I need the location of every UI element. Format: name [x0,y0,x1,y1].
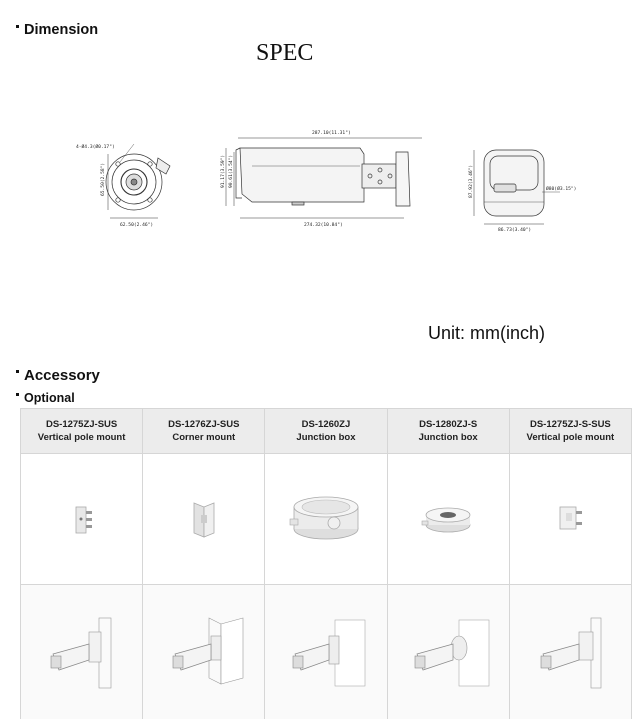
accessory-header-cell [143,409,265,454]
pole-mount-s-image [550,501,590,537]
rear-light-window [494,184,516,192]
accessory-header-cell [509,409,631,454]
unit-label: Unit: mm(inch) [428,323,546,343]
accessory-photo-cell [21,454,143,585]
rear-view-drawing [462,140,586,236]
spec-title: SPEC [256,40,314,66]
accessory-install-cell [265,585,387,719]
accessory-install-cell [387,585,509,719]
front-view-drawing [74,140,194,236]
side-length-label: 287.10(11.31") [312,131,351,136]
accessory-type: Junction box [418,432,478,444]
pole-mount-install-image [37,614,127,690]
accessory-model: DS-1276ZJ-SUS [168,419,240,431]
front-lens-center [131,179,137,185]
side-view-drawing [212,122,444,234]
rear-housing [484,150,544,216]
front-height-label: 65.50(2.58") [101,162,106,196]
accessory-header-cell [387,409,509,454]
accessory-type: Corner mount [172,432,236,444]
accessory-model: DS-1280ZJ-S [419,419,478,431]
bullet-icon [16,370,19,373]
junction-box-small-image [418,499,478,539]
dimension-heading-text: Dimension [24,22,99,38]
junction-box-install-image [281,614,371,690]
bullet-icon [16,393,19,396]
accessory-type: Junction box [296,432,356,444]
bullet-icon [16,25,19,28]
accessory-heading-text: Accessory [24,367,100,384]
side-height-label-1: 91.17(3.59") [221,154,226,188]
pole-mount-image [62,499,102,539]
accessory-heading [16,367,100,384]
accessory-install-cell [21,585,143,719]
rear-width-label: 86.73(3.40") [498,228,532,233]
side-mount-plate [396,152,410,206]
side-body-length-label: 274.32(10.84") [304,223,343,228]
accessory-type: Vertical pole mount [37,432,126,444]
optional-heading [16,391,75,405]
front-screw-hole [116,162,120,166]
accessory-header-cell [265,409,387,454]
junction-box-large-image [286,489,366,549]
accessory-model: DS-1260ZJ [301,419,351,431]
front-screw-hole [148,162,152,166]
accessory-install-row [21,585,632,719]
accessory-photo-cell [265,454,387,585]
accessory-header-row [21,409,632,454]
accessory-photo-cell [509,454,631,585]
accessory-header-cell [21,409,143,454]
corner-mount-image [184,497,224,541]
accessory-model: DS-1275ZJ-SUS [45,419,118,431]
pole-mount-s-install-image [525,614,615,690]
accessory-photo-cell [143,454,265,585]
side-housing [240,148,364,202]
front-width-label: 62.50(2.46") [120,223,154,228]
front-tab [156,158,170,174]
rear-height-label: 87.92(3.46") [469,164,474,198]
rear-lens-label: Ø80(Ø3.15") [546,187,577,192]
front-screw-hole [148,198,152,202]
corner-mount-install-image [159,614,249,690]
accessory-model: DS-1275ZJ-S-SUS [529,419,611,431]
optional-heading-text: Optional [24,391,75,405]
side-height-label-2: 90.61(3.54") [229,154,234,188]
accessory-install-cell [143,585,265,719]
front-holes-label: 4-Ø4.3(Ø0.17") [76,145,115,150]
accessory-install-cell [509,585,631,719]
accessory-photo-row [21,454,632,585]
junction-box-s-install-image [403,614,493,690]
front-screw-hole [116,198,120,202]
accessory-type: Vertical pole mount [526,432,615,444]
side-arm [362,164,396,188]
accessory-photo-cell [387,454,509,585]
dimension-heading [16,22,98,38]
accessory-table [20,408,632,719]
